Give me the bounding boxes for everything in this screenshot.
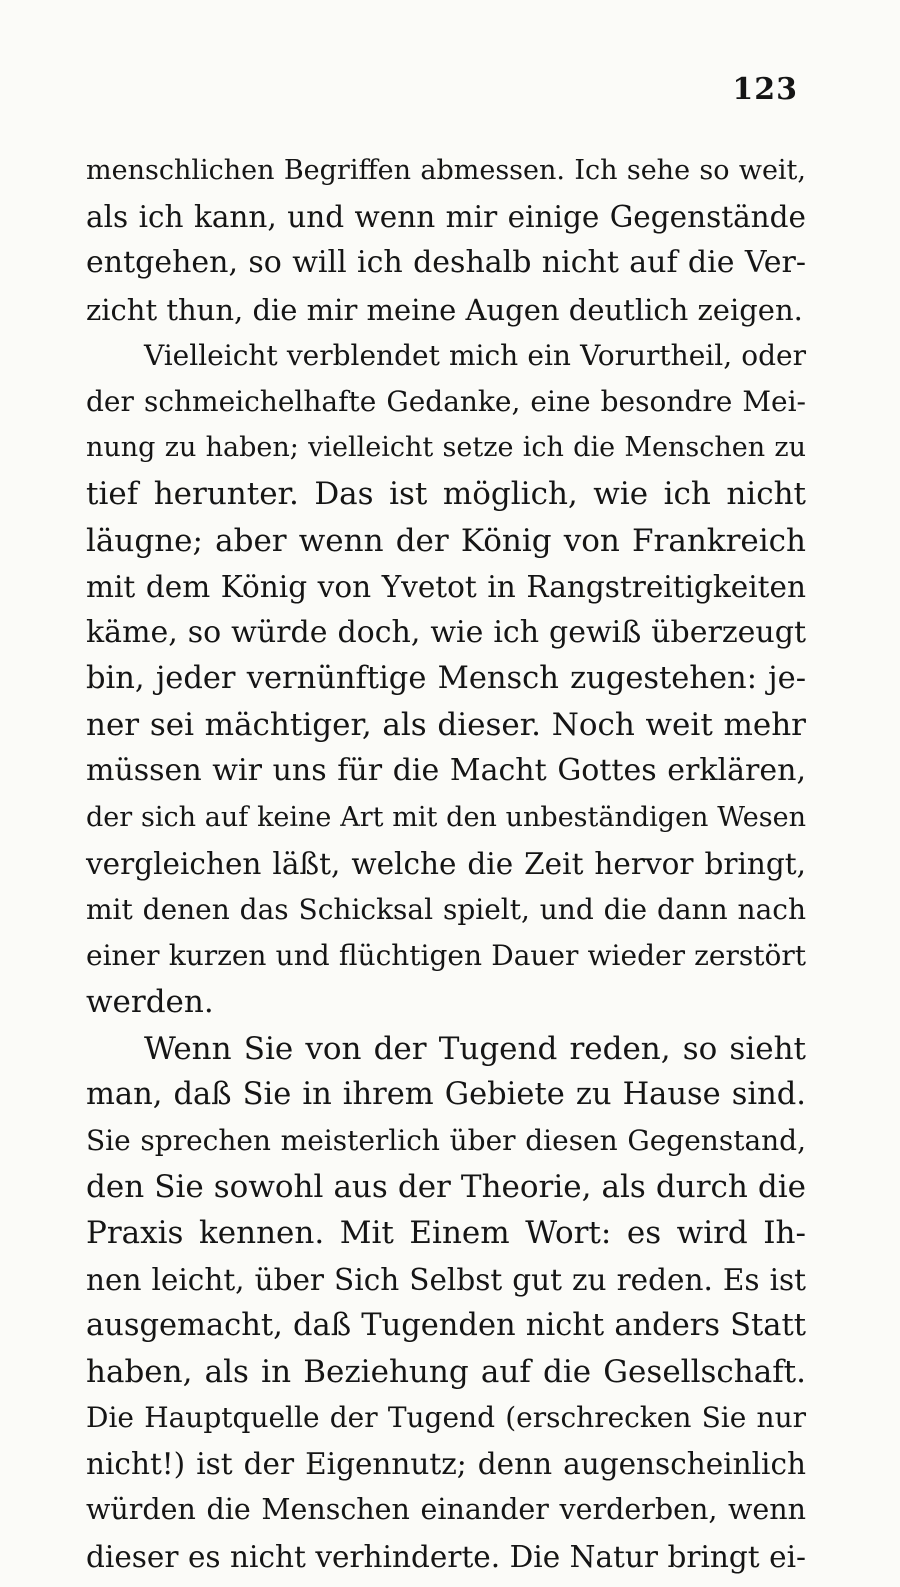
text-line: Sie sprechen meisterlich über diesen Gegenstand, (86, 1123, 806, 1157)
text-line: dieser es nicht verhinderte. Die Natur bringt ei- (86, 1539, 806, 1574)
text-line: tief herunter. Das ist möglich, wie ich nicht (86, 476, 806, 513)
text-line: käme, so würde doch, wie ich gewiß überzeugt (86, 614, 806, 650)
text-line: läugne; aber wenn der König von Frankreich (86, 522, 806, 559)
text-line: müssen wir uns für die Macht Gottes erklären, (86, 753, 806, 789)
text-line: einer kurzen und flüchtigen Dauer wieder zerstört (86, 939, 806, 973)
text-line: bin, jeder vernünftige Mensch zugestehen: je- (86, 661, 806, 697)
text-line: Wenn Sie von der Tugend reden, so sieht (144, 1030, 806, 1067)
text-line: Praxis kennen. Mit Einem Wort: es wird Ih- (86, 1215, 806, 1252)
text-line: würden die Menschen einander verderben, wenn (86, 1493, 806, 1527)
text-line: haben, als in Beziehung auf die Gesellschaft. (86, 1353, 806, 1390)
text-line: der schmeichelhafte Gedanke, eine besondre Mei- (86, 384, 806, 418)
text-line: ner sei mächtiger, als dieser. Noch weit mehr (86, 707, 806, 744)
text-line: menschlichen Begriffen abmessen. Ich sehe so weit, (86, 155, 806, 186)
text-line: der sich auf keine Art mit den unbeständigen Wesen (86, 801, 806, 833)
text-line: den Sie sowohl aus der Theorie, als durch die (86, 1169, 806, 1206)
body-text (86, 148, 806, 1580)
text-line: mit dem König von Yvetot in Rangstreitigkeiten (86, 569, 806, 604)
text-line: Vielleicht verblendet mich ein Vorurtheil, oder (144, 338, 806, 372)
page-number: 123 (732, 72, 798, 107)
text-line: zicht thun, die mir meine Augen deutlich zeigen. (86, 292, 803, 327)
text-line: mit denen das Schicksal spielt, und die dann nach (86, 893, 806, 926)
text-line: Die Hauptquelle der Tugend (erschrecken Sie nur (86, 1401, 806, 1435)
paragraph-3 (86, 1026, 806, 1580)
text-line: als ich kann, und wenn mir einige Gegenstände (86, 200, 806, 235)
paragraph-2 (86, 333, 806, 1026)
paragraph-1 (86, 148, 806, 333)
text-line: ausgemacht, daß Tugenden nicht anders Statt (86, 1307, 806, 1343)
text-line: nicht!) ist der Eigennutz; denn augenscheinlich (86, 1447, 806, 1482)
text-line: entgehen, so will ich deshalb nicht auf die Ver- (86, 245, 806, 281)
text-line: nen leicht, über Sich Selbst gut zu reden. Es ist (86, 1262, 806, 1297)
text-line: man, daß Sie in ihrem Gebiete zu Hause sind. (86, 1076, 806, 1112)
text-line: werden. (86, 984, 214, 1021)
text-line: nung zu haben; vielleicht setze ich die Menschen zu (86, 432, 806, 464)
text-line: vergleichen läßt, welche die Zeit hervor bringt, (86, 846, 806, 881)
